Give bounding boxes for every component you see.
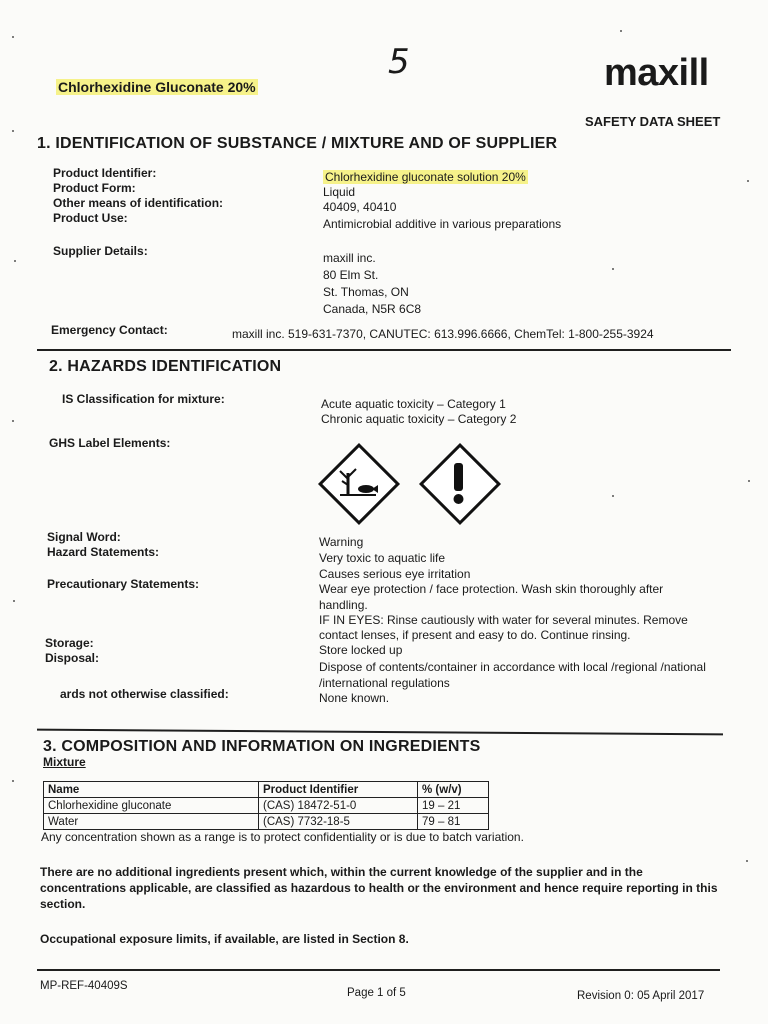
range-note: Any concentration shown as a range is to protect confidentiality or is due to batch variation. [41, 830, 524, 844]
hazard-statements-label: Hazard Statements: [47, 545, 160, 559]
exclamation-icon [438, 455, 478, 515]
other-means-value: 40409, 40410 [323, 200, 397, 214]
column-header: Name [44, 782, 259, 798]
emergency-label: Emergency Contact: [51, 323, 168, 337]
supplier-line: 80 Elm St. [323, 268, 379, 282]
scan-speck [12, 36, 14, 38]
scan-speck [612, 495, 614, 497]
doc-type: SAFETY DATA SHEET [585, 114, 721, 129]
product-use-label: Product Use: [53, 211, 128, 225]
scan-speck [13, 600, 15, 602]
hnoc-label: ards not otherwise classified: [60, 687, 229, 701]
supplier-line: maxill inc. [323, 251, 376, 265]
disposal-line: /international regulations [319, 676, 450, 690]
supplier-address [323, 250, 421, 318]
precautionary-label: Precautionary Statements: [47, 577, 200, 591]
scan-speck [748, 480, 750, 482]
brand-logo: maxill [604, 52, 709, 94]
scan-speck [14, 260, 16, 262]
supplier-line: Canada, N5R 6C8 [323, 302, 422, 316]
handwritten-number: 5 [388, 42, 410, 82]
table-header-row [44, 782, 489, 798]
section-1-values [323, 170, 723, 232]
emergency-value: maxill inc. 519-631-7370, CANUTEC: 613.996.6666, ChemTel: 1-800-255-3924 [232, 327, 654, 341]
table-cell: 79 – 81 [418, 814, 489, 830]
section-1-heading: 1. IDENTIFICATION OF SUBSTANCE / MIXTURE AND OF SUPPLIER [37, 135, 558, 152]
section-3-heading: 3. COMPOSITION AND INFORMATION ON INGREDIENTS [43, 738, 481, 755]
section-divider [37, 729, 723, 736]
section-2-heading: 2. HAZARDS IDENTIFICATION [49, 358, 282, 375]
table-cell: (CAS) 7732-18-5 [259, 814, 418, 830]
precautionary-line: handling. [319, 598, 368, 612]
storage-disposal-labels [45, 636, 99, 666]
precautionary-line: IF IN EYES: Rinse cautiously with water for several minutes. Remove [319, 613, 688, 627]
table-cell: 19 – 21 [418, 798, 489, 814]
hazard-statement: Very toxic to aquatic life [319, 551, 446, 565]
no-additional-ingredients: There are no additional ingredients present which, within the current knowledge of the supplier and in the concentrations applicable, are classified as hazardous to health or the environment and hence require reporting in this section. [40, 865, 718, 911]
section-divider [37, 349, 731, 351]
product-identifier-label: Product Identifier: [53, 166, 157, 180]
scan-speck [747, 180, 749, 182]
dead-tree-fish-icon [328, 455, 388, 511]
scan-speck [746, 860, 748, 862]
revision: Revision 0: 05 April 2017 [577, 990, 705, 1002]
section-2-values [319, 535, 739, 706]
scan-speck [12, 130, 14, 132]
table-cell: Chlorhexidine gluconate [44, 798, 259, 814]
section-2-labels [47, 530, 297, 560]
ghs-label-elements-label: GHS Label Elements: [49, 436, 171, 450]
scan-speck [612, 268, 614, 270]
product-title: Chlorhexidine Gluconate 20% [58, 79, 256, 95]
table-cell: (CAS) 18472-51-0 [259, 798, 418, 814]
mixture-subheading: Mixture [43, 755, 86, 769]
section-1-labels [53, 166, 303, 226]
ghs-class-line: Acute aquatic toxicity – Category 1 [321, 397, 506, 411]
product-use-value: Antimicrobial additive in various preparations [323, 217, 562, 231]
ghs-class-line: Chronic aquatic toxicity – Category 2 [321, 412, 517, 426]
supplier-label: Supplier Details: [53, 244, 148, 258]
table-cell: Water [44, 814, 259, 830]
precautionary-line: Wear eye protection / face protection. Wash skin thoroughly after [319, 582, 664, 596]
signal-word-label: Signal Word: [47, 530, 121, 544]
column-header: % (w/v) [418, 782, 489, 798]
doc-code: MP-REF-40409S [40, 980, 128, 992]
storage-label: Storage: [45, 636, 94, 650]
composition-table [43, 781, 489, 830]
supplier-line: St. Thomas, ON [323, 285, 409, 299]
scan-speck [12, 420, 14, 422]
scan-speck [620, 30, 622, 32]
hazard-statement: Causes serious eye irritation [319, 567, 471, 581]
product-identifier-value: Chlorhexidine gluconate solution 20% [325, 170, 526, 184]
product-form-value: Liquid [323, 185, 356, 199]
page-number: Page 1 of 5 [347, 987, 406, 999]
disposal-line: Dispose of contents/container in accordance with local /regional /national [319, 660, 706, 674]
disposal-label: Disposal: [45, 651, 100, 665]
table-row [44, 814, 489, 830]
product-form-label: Product Form: [53, 181, 136, 195]
hnoc-value: None known. [319, 691, 390, 705]
exposure-note: Occupational exposure limits, if available, are listed in Section 8. [40, 932, 409, 946]
footer-divider [37, 969, 720, 971]
signal-word-value: Warning [319, 535, 364, 549]
other-means-label: Other means of identification: [53, 196, 224, 210]
scan-speck [12, 780, 14, 782]
column-header: Product Identifier [259, 782, 418, 798]
precautionary-line: contact lenses, if present and easy to do. Continue rinsing. [319, 628, 631, 642]
ghs-classification-values [321, 397, 516, 427]
storage-value: Store locked up [319, 643, 403, 657]
table-row [44, 798, 489, 814]
ghs-classification-label: IS Classification for mixture: [62, 392, 225, 406]
